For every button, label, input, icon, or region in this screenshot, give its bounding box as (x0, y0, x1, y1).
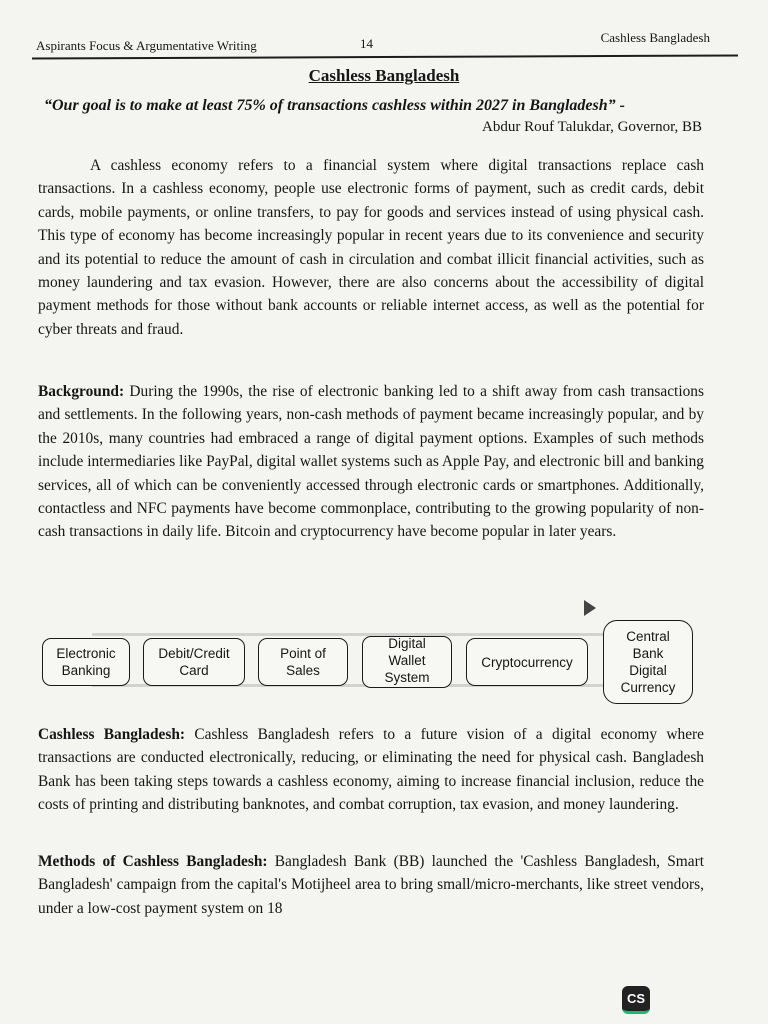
flow-step-electronic-banking: Electronic Banking (42, 638, 130, 686)
flow-arrow-icon (584, 600, 596, 616)
background-text: During the 1990s, the rise of electronic banking led to a shift away from cash transactions and settlements. In the following years, non-cash methods of payment became increasingly popular, and by the 2010s, many countries had embraced a range of digital payment options. Examples of such methods include intermediaries like PayPal, digital wallet systems such as Apple Pay, and electronic bill and banking services, all of which can be conveniently accessed through electronic cards or smartphones. Additionally, contactless and NFC payments have become commonplace, contributing to the growing popularity of non-cash transactions in daily life. Bitcoin and cryptocurrency have become popular in later years. (38, 383, 704, 541)
header-rule (32, 54, 738, 59)
flow-step-point-of-sales: Point of Sales (258, 638, 348, 686)
payment-evolution-diagram (0, 590, 768, 710)
flow-step-cryptocurrency: Cryptocurrency (466, 638, 588, 686)
cashless-bangladesh-text: Cashless Bangladesh refers to a future vision of a digital economy where transactions are conducted electronically, reducing, or eliminating the need for physical cash. Bangladesh Bank has been taking steps towards a cashless economy, aiming to increase financial inclusion, reduce the costs of printing and distributing banknotes, and combat corruption, tax evasion, and money laundering. (38, 726, 704, 814)
flow-step-digital-wallet-system: Digital Wallet System (362, 636, 452, 688)
scanner-logo-icon: CS (622, 986, 650, 1014)
running-header (32, 30, 740, 60)
flow-step-debit-credit-card: Debit/Credit Card (143, 638, 245, 686)
cashless-bangladesh-label: Cashless Bangladesh: (38, 726, 186, 743)
methods-text: Bangladesh Bank (BB) launched the 'Cashless Bangladesh, Smart Bangladesh' campaign from the capital's Motijheel area to bring small/micro-merchants, like street vendors, under a low-cost payment system on 18 (38, 853, 704, 917)
page-title: Cashless Bangladesh (308, 66, 460, 85)
background-label: Background: (38, 383, 125, 400)
header-chapter-title: Cashless Bangladesh (600, 30, 710, 45)
cashless-bangladesh-paragraph (38, 723, 704, 817)
epigraph-quote: “Our goal is to make at least 75% of transactions cashless within 2027 in Bangladesh” - (44, 97, 625, 114)
intro-paragraph: A cashless economy refers to a financial system where digital transactions replace cash transactions. In a cashless economy, people use electronic forms of payment, such as credit cards, debit cards, mobile payments, or online transfers, to pay for goods and services instead of using physical cash. This type of economy has become increasingly popular in recent years due to its convenience and security and its potential to reduce the amount of cash in circulation and combat illicit financial activities, such as money laundering and tax evasion. However, there are also concerns about the accessibility of digital payment methods for those without bank accounts or reliable internet access, as well as the potential for cyber threats and fraud. (38, 157, 704, 338)
page-number: 14 (360, 36, 373, 51)
background-paragraph (38, 380, 704, 544)
flow-step-central-bank-digital-currency: Central Bank Digital Currency (603, 620, 693, 704)
methods-paragraph (38, 850, 704, 920)
methods-label: Methods of Cashless Bangladesh: (38, 853, 268, 870)
header-book-title: Aspirants Focus & Argumentative Writing (36, 38, 257, 53)
epigraph-author: Abdur Rouf Talukdar, Governor, BB (482, 119, 702, 135)
